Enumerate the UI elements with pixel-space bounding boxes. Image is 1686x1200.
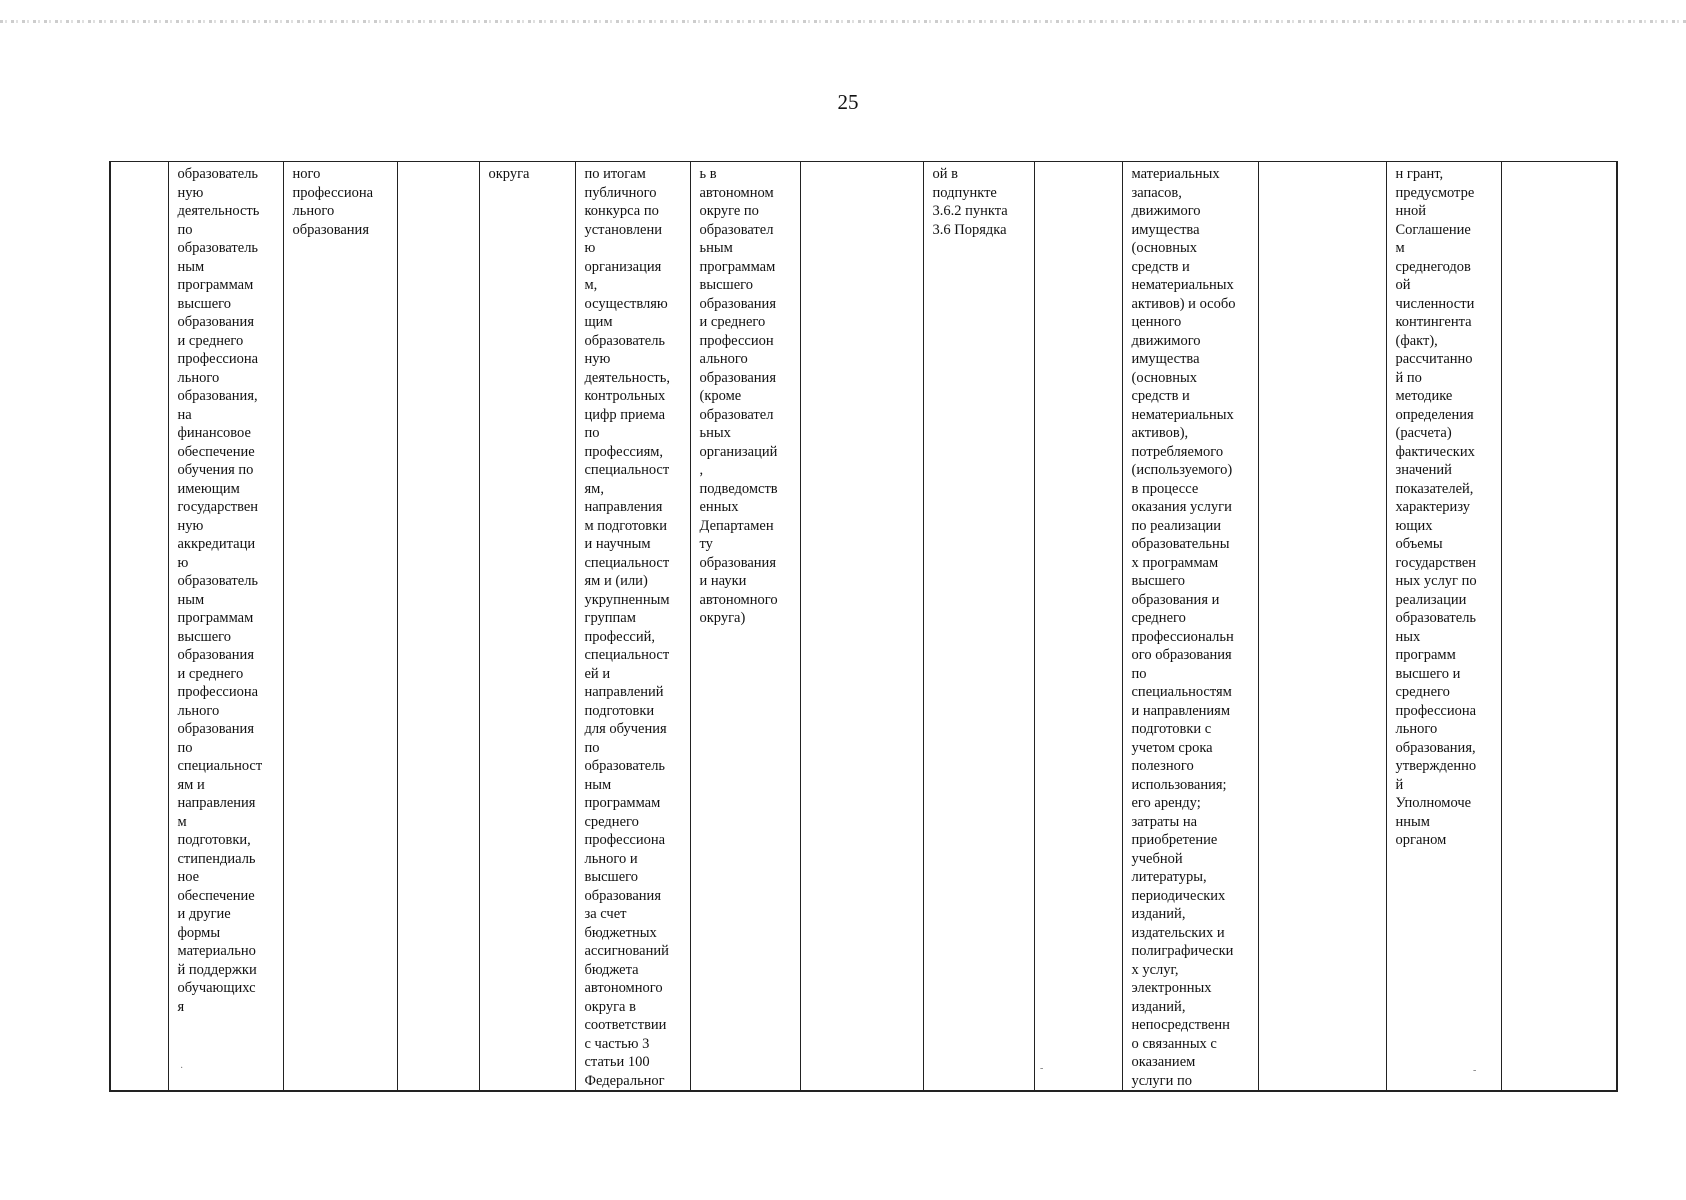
scan-speck: -	[1040, 1063, 1044, 1074]
page-number: 25	[837, 90, 859, 114]
document-table	[109, 161, 1618, 1092]
table-cell-col-5: округа	[479, 162, 575, 1092]
table-cell-col-2: образователь ную деятельность по образователь ным программам высшего образования и среднего профессиона льного образования, на финансовое обеспечение обучения по имеющим государствен ную аккредитаци ю образователь ным программам высшего образования и среднего профессиона льного образования по специальност ям и направления м подготовки, стипендиаль ное обеспечение и другие формы материально й поддержки обучающихс я	[168, 162, 283, 1092]
table-cell-col-14	[1501, 162, 1617, 1092]
table-cell-col-12	[1258, 162, 1386, 1092]
scan-speck: -	[1473, 1065, 1477, 1076]
scan-edge-artifact	[0, 20, 1686, 23]
table-cell-col-3: ного профессиона льного образования	[283, 162, 397, 1092]
table-cell-col-9: ой в подпункте 3.6.2 пункта 3.6 Порядка	[923, 162, 1034, 1092]
table-cell-col-10	[1034, 162, 1122, 1092]
table-cell-col-6: по итогам публичного конкурса по установлени ю организация м, осуществляю щим образователь ную деятельность, контрольных цифр приема по профессиям, специальност ям, направления м подготовки и научным специальност ям и (или) укрупненным группам профессий, специальност ей и направлений подготовки для обучения по образователь ным программам среднего профессиона льного и высшего образования за счет бюджетных ассигнований бюджета автономного округа в соответствии с частью 3 статьи 100 Федеральног	[575, 162, 690, 1092]
scan-speck: ·	[180, 1063, 184, 1074]
table-cell-col-7: ь в автономном округе по образовател ьным программам высшего образования и среднего профессион ального образования (кроме образовател ьных организаций , подведомств енных Департамен ту образования и науки автономного округа)	[690, 162, 800, 1092]
table-row	[110, 162, 1617, 1092]
table-cell-col-11: материальных запасов, движимого имущества (основных средств и нематериальных активов) и особо ценного движимого имущества (основных средств и нематериальных активов), потребляемого (используемого) в процессе оказания услуги по реализации образовательны х программам высшего образования и среднего профессиональн ого образования по специальностям и направлениям подготовки с учетом срока полезного использования; его аренду; затраты на приобретение учебной литературы, периодических изданий, издательских и полиграфически х услуг, электронных изданий, непосредственн о связанных с оказанием услуги по	[1122, 162, 1258, 1092]
table-cell-col-13: н грант, предусмотре нной Соглашение м среднегодов ой численности контингента (факт), рассчитанно й по методике определения (расчета) фактических значений показателей, характеризу ющих объемы государствен ных услуг по реализации образователь ных программ высшего и среднего профессиона льного образования, утвержденно й Уполномоче нным органом	[1386, 162, 1501, 1092]
table-cell-col-1	[110, 162, 168, 1092]
table-cell-col-4	[397, 162, 479, 1092]
table-cell-col-8	[800, 162, 923, 1092]
